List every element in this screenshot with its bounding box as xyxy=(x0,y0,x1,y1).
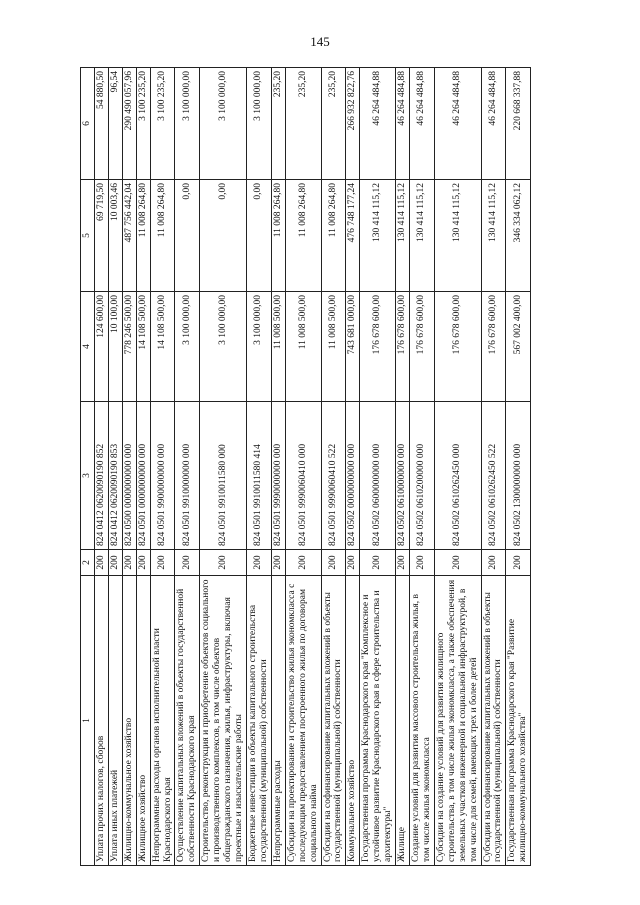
row-name-cell: Жилищно-коммунальное хозяйство xyxy=(122,576,136,866)
row-classification-cell: 824 0412 0620090190 852 xyxy=(94,402,108,550)
row-executed-cell: 130 414 115,12 xyxy=(434,180,481,292)
header-col-3: 3 xyxy=(81,402,95,550)
row-remaining-cell: 266 932 822,76 xyxy=(346,68,360,180)
row-name-cell: Осуществление капитальных вложений в объекты государственной собственности Краснодарского края xyxy=(175,576,200,866)
row-remaining-cell: 46 264 484,88 xyxy=(396,68,410,180)
row-remaining-cell: 46 264 484,88 xyxy=(360,68,396,180)
row-remaining-cell: 3 100 000,00 xyxy=(175,68,200,180)
row-code-cell: 200 xyxy=(434,550,481,576)
row-executed-cell: 0,00 xyxy=(246,180,271,292)
row-remaining-cell: 3 100 235,20 xyxy=(136,68,150,180)
row-executed-cell: 11 008 264,80 xyxy=(150,180,175,292)
row-name-cell: Строительство, реконструкция и приобретение объектов социального и производственного комплексов, в том числе объектов общегражданского назначения, жилья, инфраструктуры, включая проектные и изыскательские работы xyxy=(200,576,247,866)
row-planned-cell: 124 600,00 xyxy=(94,292,108,402)
row-remaining-cell: 46 264 484,88 xyxy=(409,68,434,180)
row-remaining-cell: 54 880,50 xyxy=(94,68,108,180)
table-row xyxy=(108,68,122,866)
row-remaining-cell: 235,20 xyxy=(271,68,285,180)
table-row xyxy=(122,68,136,866)
row-executed-cell: 130 414 115,12 xyxy=(396,180,410,292)
row-planned-cell: 176 678 600,00 xyxy=(396,292,410,402)
row-remaining-cell: 3 100 235,20 xyxy=(150,68,175,180)
row-code-cell: 200 xyxy=(396,550,410,576)
row-executed-cell: 11 008 264,80 xyxy=(321,180,346,292)
row-code-cell: 200 xyxy=(200,550,247,576)
row-classification-cell: 824 0501 9910011580 414 xyxy=(246,402,271,550)
row-remaining-cell: 3 100 000,00 xyxy=(200,68,247,180)
row-code-cell: 200 xyxy=(409,550,434,576)
row-planned-cell: 3 100 000,00 xyxy=(246,292,271,402)
row-executed-cell: 346 334 062,12 xyxy=(506,180,531,292)
row-planned-cell: 10 100,00 xyxy=(108,292,122,402)
row-classification-cell: 824 0502 0610262450 000 xyxy=(434,402,481,550)
row-remaining-cell: 235,20 xyxy=(285,68,321,180)
row-classification-cell: 824 0502 0610000000 000 xyxy=(396,402,410,550)
row-name-cell: Субсидии на проектирование и строительство жилья экономкласса с последующим предоставлением построенного жилья по договорам социального найма xyxy=(285,576,321,866)
row-name-cell: Государственная программа Краснодарского края "Развитие жилищно-коммунального хозяйства" xyxy=(506,576,531,866)
row-classification-cell: 824 0500 0000000000 000 xyxy=(122,402,136,550)
row-remaining-cell: 235,20 xyxy=(321,68,346,180)
rotated-table-area xyxy=(80,68,600,866)
row-code-cell: 200 xyxy=(271,550,285,576)
row-code-cell: 200 xyxy=(285,550,321,576)
row-executed-cell: 130 414 115,12 xyxy=(409,180,434,292)
table-row xyxy=(506,68,531,866)
table-row xyxy=(346,68,360,866)
table-row xyxy=(200,68,247,866)
row-classification-cell: 824 0501 9990060410 522 xyxy=(321,402,346,550)
row-planned-cell: 14 108 500,00 xyxy=(150,292,175,402)
table-row xyxy=(321,68,346,866)
row-planned-cell: 743 681 000,00 xyxy=(346,292,360,402)
row-name-cell: Непрограммные расходы органов исполнительной власти Краснодарского края xyxy=(150,576,175,866)
row-executed-cell: 11 008 264,80 xyxy=(271,180,285,292)
row-code-cell: 200 xyxy=(506,550,531,576)
row-planned-cell: 11 008 500,00 xyxy=(321,292,346,402)
row-classification-cell: 824 0501 9990060410 000 xyxy=(285,402,321,550)
row-planned-cell: 3 100 000,00 xyxy=(200,292,247,402)
row-classification-cell: 824 0501 9910011580 000 xyxy=(200,402,247,550)
table-row xyxy=(434,68,481,866)
row-name-cell: Непрограммные расходы xyxy=(271,576,285,866)
row-classification-cell: 824 0502 0610262450 522 xyxy=(481,402,506,550)
budget-table xyxy=(80,67,531,866)
row-executed-cell: 69 719,50 xyxy=(94,180,108,292)
row-name-cell: Субсидии на софинансирование капитальных вложений в объекты государственной (муниципальной) собственности xyxy=(321,576,346,866)
row-code-cell: 200 xyxy=(150,550,175,576)
page-number: 145 xyxy=(310,34,330,49)
row-planned-cell: 11 008 500,00 xyxy=(285,292,321,402)
row-name-cell: Уплата иных платежей xyxy=(108,576,122,866)
row-code-cell: 200 xyxy=(175,550,200,576)
row-remaining-cell: 290 490 057,96 xyxy=(122,68,136,180)
row-executed-cell: 11 008 264,80 xyxy=(136,180,150,292)
table-row xyxy=(94,68,108,866)
row-code-cell: 200 xyxy=(122,550,136,576)
header-col-6: 6 xyxy=(81,68,95,180)
row-code-cell: 200 xyxy=(108,550,122,576)
row-classification-cell: 824 0412 0620090190 853 xyxy=(108,402,122,550)
row-classification-cell: 824 0501 9990000000 000 xyxy=(271,402,285,550)
table-row xyxy=(136,68,150,866)
row-name-cell: Субсидии на создание условий для развития жилищного строительства, в том числе жилья экономкласса, а также обеспечения земельных участков инженерной и социальной инфраструктурой, в том числе для семей, имеющих трех и более детей xyxy=(434,576,481,866)
table-body xyxy=(94,68,530,866)
row-executed-cell: 0,00 xyxy=(200,180,247,292)
row-planned-cell: 11 008 500,00 xyxy=(271,292,285,402)
table-row xyxy=(409,68,434,866)
row-classification-cell: 824 0501 9910000000 000 xyxy=(175,402,200,550)
row-classification-cell: 824 0502 1300000000 000 xyxy=(506,402,531,550)
row-remaining-cell: 46 264 484,88 xyxy=(481,68,506,180)
row-classification-cell: 824 0501 0000000000 000 xyxy=(136,402,150,550)
row-classification-cell: 824 0502 0610200000 000 xyxy=(409,402,434,550)
header-col-2: 2 xyxy=(81,550,95,576)
row-name-cell: Субсидии на софинансирование капитальных вложений в объекты государственной (муниципальной) собственности xyxy=(481,576,506,866)
row-planned-cell: 176 678 600,00 xyxy=(481,292,506,402)
row-name-cell: Создание условий для развития массового строительства жилья, в том числе жилья экономкласса xyxy=(409,576,434,866)
row-planned-cell: 778 246 500,00 xyxy=(122,292,136,402)
row-name-cell: Жилищное хозяйство xyxy=(136,576,150,866)
row-planned-cell: 567 002 400,00 xyxy=(506,292,531,402)
table-row xyxy=(481,68,506,866)
table-row xyxy=(175,68,200,866)
row-classification-cell: 824 0502 0600000000 000 xyxy=(360,402,396,550)
row-executed-cell: 130 414 115,12 xyxy=(360,180,396,292)
row-executed-cell: 10 003,46 xyxy=(108,180,122,292)
table-row xyxy=(271,68,285,866)
table-row xyxy=(150,68,175,866)
rotated-table-content xyxy=(80,68,600,866)
table-header-row xyxy=(81,68,95,866)
table-row xyxy=(360,68,396,866)
row-code-cell: 200 xyxy=(346,550,360,576)
row-remaining-cell: 96,54 xyxy=(108,68,122,180)
row-name-cell: Жилище xyxy=(396,576,410,866)
table-row xyxy=(396,68,410,866)
row-executed-cell: 476 748 177,24 xyxy=(346,180,360,292)
row-remaining-cell: 3 100 000,00 xyxy=(246,68,271,180)
row-classification-cell: 824 0501 9900000000 000 xyxy=(150,402,175,550)
header-col-1: 1 xyxy=(81,576,95,866)
row-code-cell: 200 xyxy=(321,550,346,576)
table-row xyxy=(246,68,271,866)
row-name-cell: Коммунальное хозяйство xyxy=(346,576,360,866)
header-col-4: 4 xyxy=(81,292,95,402)
row-code-cell: 200 xyxy=(246,550,271,576)
row-planned-cell: 176 678 600,00 xyxy=(434,292,481,402)
row-code-cell: 200 xyxy=(481,550,506,576)
row-planned-cell: 3 100 000,00 xyxy=(175,292,200,402)
row-remaining-cell: 46 264 484,88 xyxy=(434,68,481,180)
row-name-cell: Уплата прочих налогов, сборов xyxy=(94,576,108,866)
row-remaining-cell: 220 668 337,88 xyxy=(506,68,531,180)
row-code-cell: 200 xyxy=(94,550,108,576)
row-code-cell: 200 xyxy=(360,550,396,576)
row-planned-cell: 14 108 500,00 xyxy=(136,292,150,402)
row-code-cell: 200 xyxy=(136,550,150,576)
row-name-cell: Государственная программа Краснодарского края "Комплексное и устойчивое развитие Краснодарского края в сфере строительства и архитектуры" xyxy=(360,576,396,866)
row-classification-cell: 824 0502 0000000000 000 xyxy=(346,402,360,550)
header-col-5: 5 xyxy=(81,180,95,292)
row-executed-cell: 130 414 115,12 xyxy=(481,180,506,292)
row-executed-cell: 0,00 xyxy=(175,180,200,292)
row-executed-cell: 11 008 264,80 xyxy=(285,180,321,292)
row-planned-cell: 176 678 600,00 xyxy=(409,292,434,402)
row-planned-cell: 176 678 600,00 xyxy=(360,292,396,402)
row-executed-cell: 487 756 442,04 xyxy=(122,180,136,292)
row-name-cell: Бюджетные инвестиции в объекты капитального строительства государственной (муниципальной) собственности xyxy=(246,576,271,866)
table-row xyxy=(285,68,321,866)
